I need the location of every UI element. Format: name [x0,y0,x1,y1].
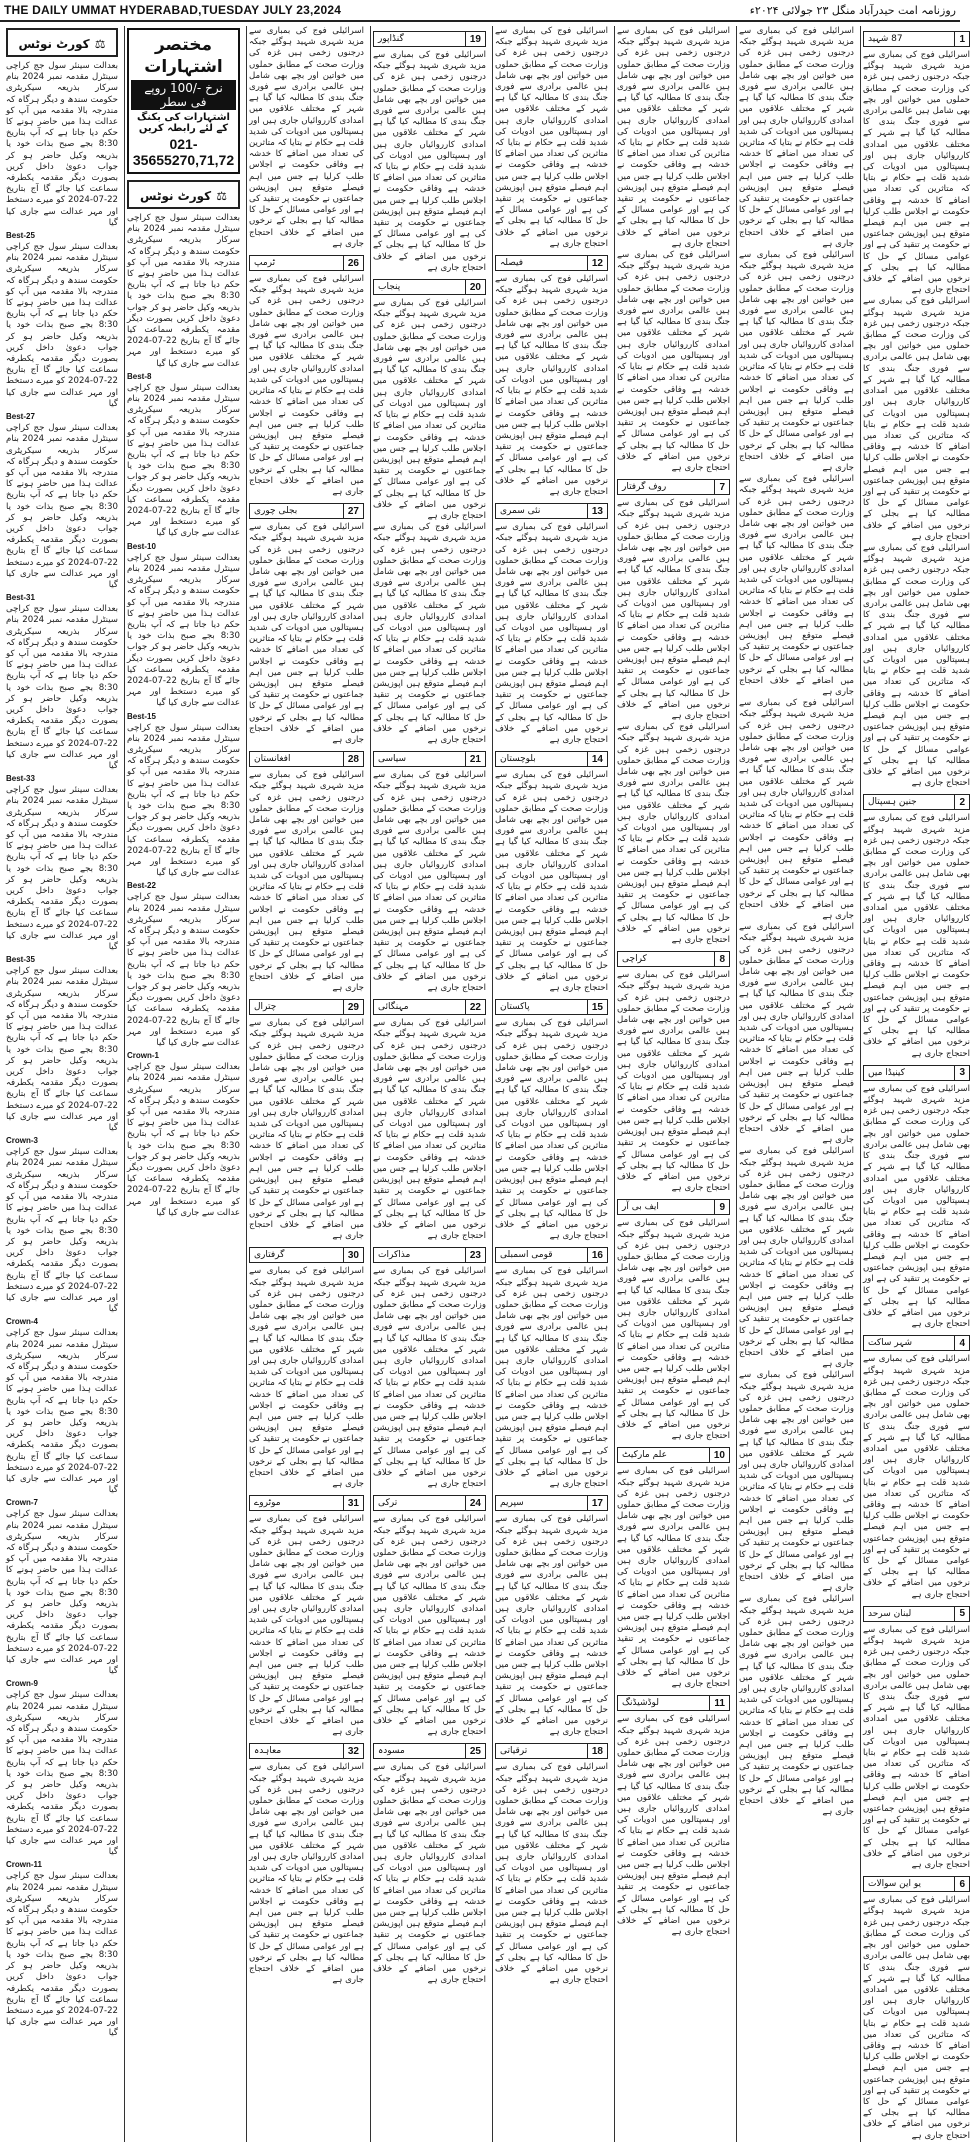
continuation-number: 32 [343,1744,363,1758]
tag: Best-25 [6,231,35,241]
news-text: اسرائیلی فوج کی بمباری سے مزید شہری شہید ہوگئے جبکہ درجنوں زخمی ہیں غزہ کی وزارت صحت کے مطابق حملوں میں خواتین اور بچے بھی شامل ہیں عالمی برادری سے فوری جنگ بندی کا مطالبہ کیا گیا ہے شہر کے مختلف علاقوں میں امدادی کارروائیاں جاری ہیں اور ہسپتالوں میں ادویات کی شدید قلت ہے حکام نے بتایا کہ متاثرین کی تعداد میں اضافے کا خدشہ ہے وفاقی حکومت نے اجلاس طلب کرلیا ہے جس میں اہم فیصلے متوقع ہیں اپوزیشن جماعتوں نے حکومت پر تنقید کی ہے اور عوامی مسائل کے حل کا مطالبہ کیا ہے بجلی کے نرخوں میں اضافے کے خلاف احتجاج جاری ہے [617,26,730,249]
news-text: اسرائیلی فوج کی بمباری سے مزید شہری شہید ہوگئے جبکہ درجنوں زخمی ہیں غزہ کی وزارت صحت کے مطابق حملوں میں خواتین اور بچے بھی شامل ہیں عالمی برادری سے فوری جنگ بندی کا مطالبہ کیا گیا ہے شہر کے مختلف علاقوں میں امدادی کارروائیاں جاری ہیں اور ہسپتالوں میں ادویات کی شدید قلت ہے حکام نے بتایا کہ متاثرین کی تعداد میں اضافے کا خدشہ ہے وفاقی حکومت نے اجلاس طلب کرلیا ہے جس میں اہم فیصلے متوقع ہیں اپوزیشن جماعتوں نے حکومت پر تنقید کی ہے اور عوامی مسائل کے حل کا مطالبہ کیا ہے بجلی کے نرخوں میں اضافے کے خلاف احتجاج جاری ہے [739,1370,854,1594]
court-notice-text: بعدالت سینئر سول جج کراچی سینٹرل مقدمہ نمبر 2024 بنام سرکار بذریعہ سیکریٹری حکومت سندھ و دیگر ہرگاہ کہ مندرجہ بالا مقدمہ میں آپ کو عدالت ہذا میں حاضر ہونے کا حکم دیا جاتا ہے کہ آپ بتاریخ 8:30 بجے صبح بذات خود یا بذریعہ وکیل حاضر ہو کر جواب دعویٰ داخل کریں بصورت دیگر مقدمہ یکطرفہ سماعت کیا جائے گا آج بتاریخ 22-07-2024 کو میرے دستخط اور مہر عدالت سے جاری کیا گیا [127,722,240,879]
news-text: اسرائیلی فوج کی بمباری سے مزید شہری شہید ہوگئے جبکہ درجنوں زخمی ہیں غزہ کی وزارت صحت کے مطابق حملوں میں خواتین اور بچے بھی شامل ہیں عالمی برادری سے فوری جنگ بندی کا مطالبہ کیا گیا ہے شہر کے مختلف علاقوں میں امدادی کارروائیاں جاری ہیں اور ہسپتالوں میں ادویات کی شدید قلت ہے حکام نے بتایا کہ متاثرین کی تعداد میں اضافے کا خدشہ ہے وفاقی حکومت نے اجلاس طلب کرلیا ہے جس میں اہم فیصلے متوقع ہیں اپوزیشن جماعتوں نے حکومت پر تنقید کی ہے اور عوامی مسائل کے حل کا مطالبہ کیا ہے بجلی کے نرخوں میں اضافے کے خلاف احتجاج جاری ہے [249,274,364,497]
continuation-header [373,999,486,1015]
news-text: اسرائیلی فوج کی بمباری سے مزید شہری شہید ہوگئے جبکہ درجنوں زخمی ہیں غزہ کی وزارت صحت کے مطابق حملوں میں خواتین اور بچے بھی شامل ہیں عالمی برادری سے فوری جنگ بندی کا مطالبہ کیا گیا ہے شہر کے مختلف علاقوں میں امدادی کارروائیاں جاری ہیں اور ہسپتالوں میں ادویات کی شدید قلت ہے حکام نے بتایا کہ متاثرین کی تعداد میں اضافے کا خدشہ ہے وفاقی حکومت نے اجلاس طلب کرلیا ہے جس میں اہم فیصلے متوقع ہیں اپوزیشن جماعتوں نے حکومت پر تنقید کی ہے اور عوامی مسائل کے حل کا مطالبہ کیا ہے بجلی کے نرخوں میں اضافے کے خلاف احتجاج جاری ہے [249,26,364,249]
continuation-title: ترقیاتی [500,1746,528,1757]
news-text: اسرائیلی فوج کی بمباری سے مزید شہری شہید ہوگئے جبکہ درجنوں زخمی ہیں غزہ کی وزارت صحت کے مطابق حملوں میں خواتین اور بچے بھی شامل ہیں عالمی برادری سے فوری جنگ بندی کا مطالبہ کیا گیا ہے شہر کے مختلف علاقوں میں امدادی کارروائیاں جاری ہیں اور ہسپتالوں میں ادویات کی شدید قلت ہے حکام نے بتایا کہ متاثرین کی تعداد میں اضافے کا خدشہ ہے وفاقی حکومت نے اجلاس طلب کرلیا ہے جس میں اہم فیصلے متوقع ہیں اپوزیشن جماعتوں نے حکومت پر تنقید کی ہے اور عوامی مسائل کے حل کا مطالبہ کیا ہے بجلی کے نرخوں میں اضافے کے خلاف احتجاج جاری ہے [863,1895,970,2141]
news-text: اسرائیلی فوج کی بمباری سے مزید شہری شہید ہوگئے جبکہ درجنوں زخمی ہیں غزہ کی وزارت صحت کے مطابق حملوں میں خواتین اور بچے بھی شامل ہیں عالمی برادری سے فوری جنگ بندی کا مطالبہ کیا گیا ہے شہر کے مختلف علاقوں میں امدادی کارروائیاں جاری ہیں اور ہسپتالوں میں ادویات کی شدید قلت ہے حکام نے بتایا کہ متاثرین کی تعداد میں اضافے کا خدشہ ہے وفاقی حکومت نے اجلاس طلب کرلیا ہے جس میں اہم فیصلے متوقع ہیں اپوزیشن جماعتوں نے حکومت پر تنقید کی ہے اور عوامی مسائل کے حل کا مطالبہ کیا ہے بجلی کے نرخوں میں اضافے کے خلاف احتجاج جاری ہے [863,296,970,542]
news-text: اسرائیلی فوج کی بمباری سے مزید شہری شہید ہوگئے جبکہ درجنوں زخمی ہیں غزہ کی وزارت صحت کے مطابق حملوں میں خواتین اور بچے بھی شامل ہیں عالمی برادری سے فوری جنگ بندی کا مطالبہ کیا گیا ہے شہر کے مختلف علاقوں میں امدادی کارروائیاں جاری ہیں اور ہسپتالوں میں ادویات کی شدید قلت ہے حکام نے بتایا کہ متاثرین کی تعداد میں اضافے کا خدشہ ہے وفاقی حکومت نے اجلاس طلب کرلیا ہے جس میں اہم فیصلے متوقع ہیں اپوزیشن جماعتوں نے حکومت پر تنقید کی ہے اور عوامی مسائل کے حل کا مطالبہ کیا ہے بجلی کے نرخوں میں اضافے کے خلاف احتجاج جاری ہے [617,1218,730,1442]
tag: Best-15 [127,711,156,721]
court-notice-text: بعدالت سینئر سول جج کراچی سینٹرل مقدمہ نمبر 2024 بنام سرکار بذریعہ سیکریٹری حکومت سندھ و دیگر ہرگاہ کہ مندرجہ بالا مقدمہ میں آپ کو عدالت ہذا میں حاضر ہونے کا حکم دیا جاتا ہے کہ آپ بتاریخ 8:30 بجے صبح بذات خود یا بذریعہ وکیل حاضر ہو کر جواب دعویٰ داخل کریں بصورت دیگر مقدمہ یکطرفہ سماعت کیا جائے گا آج بتاریخ 22-07-2024 کو میرے دستخط اور مہر عدالت سے جاری کیا گیا [5,242,118,409]
continuation-header [495,1247,608,1263]
masthead [0,0,960,22]
continuation-title: یو این سوالات [868,1879,922,1890]
continuation-header [495,1743,608,1759]
news-text: اسرائیلی فوج کی بمباری سے مزید شہری شہید ہوگئے جبکہ درجنوں زخمی ہیں غزہ کی وزارت صحت کے مطابق حملوں میں خواتین اور بچے بھی شامل ہیں عالمی برادری سے فوری جنگ بندی کا مطالبہ کیا گیا ہے شہر کے مختلف علاقوں میں امدادی کارروائیاں جاری ہیں اور ہسپتالوں میں ادویات کی شدید قلت ہے حکام نے بتایا کہ متاثرین کی تعداد میں اضافے کا خدشہ ہے وفاقی حکومت نے اجلاس طلب کرلیا ہے جس میں اہم فیصلے متوقع ہیں اپوزیشن جماعتوں نے حکومت پر تنقید کی ہے اور عوامی مسائل کے حل کا مطالبہ کیا ہے بجلی کے نرخوں میں اضافے کے خلاف احتجاج جاری ہے [373,298,486,521]
continuation-header [617,1199,730,1215]
news-column-12-18 [492,26,610,2142]
news-text: اسرائیلی فوج کی بمباری سے مزید شہری شہید ہوگئے جبکہ درجنوں زخمی ہیں غزہ کی وزارت صحت کے مطابق حملوں میں خواتین اور بچے بھی شامل ہیں عالمی برادری سے فوری جنگ بندی کا مطالبہ کیا گیا ہے شہر کے مختلف علاقوں میں امدادی کارروائیاں جاری ہیں اور ہسپتالوں میں ادویات کی شدید قلت ہے حکام نے بتایا کہ متاثرین کی تعداد میں اضافے کا خدشہ ہے وفاقی حکومت نے اجلاس طلب کرلیا ہے جس میں اہم فیصلے متوقع ہیں اپوزیشن جماعتوں نے حکومت پر تنقید کی ہے اور عوامی مسائل کے حل کا مطالبہ کیا ہے بجلی کے نرخوں میں اضافے کے خلاف احتجاج جاری ہے [249,1266,364,1490]
news-text: اسرائیلی فوج کی بمباری سے مزید شہری شہید ہوگئے جبکہ درجنوں زخمی ہیں غزہ کی وزارت صحت کے مطابق حملوں میں خواتین اور بچے بھی شامل ہیں عالمی برادری سے فوری جنگ بندی کا مطالبہ کیا گیا ہے شہر کے مختلف علاقوں میں امدادی کارروائیاں جاری ہیں اور ہسپتالوں میں ادویات کی شدید قلت ہے حکام نے بتایا کہ متاثرین کی تعداد میں اضافے کا خدشہ ہے وفاقی حکومت نے اجلاس طلب کرلیا ہے جس میں اہم فیصلے متوقع ہیں اپوزیشن جماعتوں نے حکومت پر تنقید کی ہے اور عوامی مسائل کے حل کا مطالبہ کیا ہے بجلی کے نرخوں میں اضافے کے خلاف احتجاج جاری ہے [739,698,854,922]
court-notice-text: بعدالت سینئر سول جج کراچی سینٹرل مقدمہ نمبر 2024 بنام سرکار بذریعہ سیکریٹری حکومت سندھ و دیگر ہرگاہ کہ مندرجہ بالا مقدمہ میں آپ کو عدالت ہذا میں حاضر ہونے کا حکم دیا جاتا ہے کہ آپ بتاریخ 8:30 بجے صبح بذات خود یا بذریعہ وکیل حاضر ہو کر جواب دعویٰ داخل کریں بصورت دیگر مقدمہ یکطرفہ سماعت کیا جائے گا آج بتاریخ 22-07-2024 کو میرے دستخط اور مہر عدالت سے جاری کیا گیا [5,1328,118,1496]
court-notice-header [127,180,240,209]
news-text: اسرائیلی فوج کی بمباری سے مزید شہری شہید ہوگئے جبکہ درجنوں زخمی ہیں غزہ کی وزارت صحت کے مطابق حملوں میں خواتین اور بچے بھی شامل ہیں عالمی برادری سے فوری جنگ بندی کا مطالبہ کیا گیا ہے شہر کے مختلف علاقوں میں امدادی کارروائیاں جاری ہیں اور ہسپتالوں میں ادویات کی شدید قلت ہے حکام نے بتایا کہ متاثرین کی تعداد میں اضافے کا خدشہ ہے وفاقی حکومت نے اجلاس طلب کرلیا ہے جس میں اہم فیصلے متوقع ہیں اپوزیشن جماعتوں نے حکومت پر تنقید کی ہے اور عوامی مسائل کے حل کا مطالبہ کیا ہے بجلی کے نرخوں میں اضافے کے خلاف احتجاج جاری ہے [249,1514,364,1738]
continuation-number: 15 [587,1000,607,1014]
continuation-title: 87 شہید [868,34,903,44]
continuation-header [495,999,608,1015]
continuation-header [249,1743,364,1759]
news-text: اسرائیلی فوج کی بمباری سے مزید شہری شہید ہوگئے جبکہ درجنوں زخمی ہیں غزہ کی وزارت صحت کے مطابق حملوں میں خواتین اور بچے بھی شامل ہیں عالمی برادری سے فوری جنگ بندی کا مطالبہ کیا گیا ہے شہر کے مختلف علاقوں میں امدادی کارروائیاں جاری ہیں اور ہسپتالوں میں ادویات کی شدید قلت ہے حکام نے بتایا کہ متاثرین کی تعداد میں اضافے کا خدشہ ہے وفاقی حکومت نے اجلاس طلب کرلیا ہے جس میں اہم فیصلے متوقع ہیں اپوزیشن جماعتوں نے حکومت پر تنقید کی ہے اور عوامی مسائل کے حل کا مطالبہ کیا ہے بجلی کے نرخوں میں اضافے کے خلاف احتجاج جاری ہے [495,26,608,249]
news-column-19-25 [370,26,488,2142]
continuation-header [373,1495,486,1511]
ad-title: مختصر اشتہارات [144,35,223,77]
continuation-title: قومی اسمبلی [500,1250,553,1261]
news-text: اسرائیلی فوج کی بمباری سے مزید شہری شہید ہوگئے جبکہ درجنوں زخمی ہیں غزہ کی وزارت صحت کے مطابق حملوں میں خواتین اور بچے بھی شامل ہیں عالمی برادری سے فوری جنگ بندی کا مطالبہ کیا گیا ہے شہر کے مختلف علاقوں میں امدادی کارروائیاں جاری ہیں اور ہسپتالوں میں ادویات کی شدید قلت ہے حکام نے بتایا کہ متاثرین کی تعداد میں اضافے کا خدشہ ہے وفاقی حکومت نے اجلاس طلب کرلیا ہے جس میں اہم فیصلے متوقع ہیں اپوزیشن جماعتوں نے حکومت پر تنقید کی ہے اور عوامی مسائل کے حل کا مطالبہ کیا ہے بجلی کے نرخوں میں اضافے کے خلاف احتجاج جاری ہے [739,1594,854,1818]
court-notice-text: بعدالت سینئر سول جج کراچی سینٹرل مقدمہ نمبر 2024 بنام سرکار بذریعہ سیکریٹری حکومت سندھ و دیگر ہرگاہ کہ مندرجہ بالا مقدمہ میں آپ کو عدالت ہذا میں حاضر ہونے کا حکم دیا جاتا ہے کہ آپ بتاریخ 8:30 بجے صبح بذات خود یا بذریعہ وکیل حاضر ہو کر جواب دعویٰ داخل کریں بصورت دیگر مقدمہ یکطرفہ سماعت کیا جائے گا آج بتاریخ 22-07-2024 کو میرے دستخط اور مہر عدالت سے جاری کیا گیا [5,785,118,953]
continuation-header [495,503,608,519]
continuation-header [617,1695,730,1711]
news-text: اسرائیلی فوج کی بمباری سے مزید شہری شہید ہوگئے جبکہ درجنوں زخمی ہیں غزہ کی وزارت صحت کے مطابق حملوں میں خواتین اور بچے بھی شامل ہیں عالمی برادری سے فوری جنگ بندی کا مطالبہ کیا گیا ہے شہر کے مختلف علاقوں میں امدادی کارروائیاں جاری ہیں اور ہسپتالوں میں ادویات کی شدید قلت ہے حکام نے بتایا کہ متاثرین کی تعداد میں اضافے کا خدشہ ہے وفاقی حکومت نے اجلاس طلب کرلیا ہے جس میں اہم فیصلے متوقع ہیں اپوزیشن جماعتوں نے حکومت پر تنقید کی ہے اور عوامی مسائل کے حل کا مطالبہ کیا ہے بجلی کے نرخوں میں اضافے کے خلاف احتجاج جاری ہے [373,522,486,745]
continuation-header [617,1447,730,1463]
news-text: اسرائیلی فوج کی بمباری سے مزید شہری شہید ہوگئے جبکہ درجنوں زخمی ہیں غزہ کی وزارت صحت کے مطابق حملوں میں خواتین اور بچے بھی شامل ہیں عالمی برادری سے فوری جنگ بندی کا مطالبہ کیا گیا ہے شہر کے مختلف علاقوں میں امدادی کارروائیاں جاری ہیں اور ہسپتالوں میں ادویات کی شدید قلت ہے حکام نے بتایا کہ متاثرین کی تعداد میں اضافے کا خدشہ ہے وفاقی حکومت نے اجلاس طلب کرلیا ہے جس میں اہم فیصلے متوقع ہیں اپوزیشن جماعتوں نے حکومت پر تنقید کی ہے اور عوامی مسائل کے حل کا مطالبہ کیا ہے بجلی کے نرخوں میں اضافے کے خلاف احتجاج جاری ہے [495,1266,608,1490]
news-text: اسرائیلی فوج کی بمباری سے مزید شہری شہید ہوگئے جبکہ درجنوں زخمی ہیں غزہ کی وزارت صحت کے مطابق حملوں میں خواتین اور بچے بھی شامل ہیں عالمی برادری سے فوری جنگ بندی کا مطالبہ کیا گیا ہے شہر کے مختلف علاقوں میں امدادی کارروائیاں جاری ہیں اور ہسپتالوں میں ادویات کی شدید قلت ہے حکام نے بتایا کہ متاثرین کی تعداد میں اضافے کا خدشہ ہے وفاقی حکومت نے اجلاس طلب کرلیا ہے جس میں اہم فیصلے متوقع ہیں اپوزیشن جماعتوں نے حکومت پر تنقید کی ہے اور عوامی مسائل کے حل کا مطالبہ کیا ہے بجلی کے نرخوں میں اضافے کے خلاف احتجاج جاری ہے [495,770,608,994]
continuation-header [617,479,730,495]
news-text: اسرائیلی فوج کی بمباری سے مزید شہری شہید ہوگئے جبکہ درجنوں زخمی ہیں غزہ کی وزارت صحت کے مطابق حملوں میں خواتین اور بچے بھی شامل ہیں عالمی برادری سے فوری جنگ بندی کا مطالبہ کیا گیا ہے شہر کے مختلف علاقوں میں امدادی کارروائیاں جاری ہیں اور ہسپتالوں میں ادویات کی شدید قلت ہے حکام نے بتایا کہ متاثرین کی تعداد میں اضافے کا خدشہ ہے وفاقی حکومت نے اجلاس طلب کرلیا ہے جس میں اہم فیصلے متوقع ہیں اپوزیشن جماعتوں نے حکومت پر تنقید کی ہے اور عوامی مسائل کے حل کا مطالبہ کیا ہے بجلی کے نرخوں میں اضافے کے خلاف احتجاج جاری ہے [617,1714,730,1938]
tag: Best-8 [127,371,152,381]
court-notice-text: بعدالت سینئر سول جج کراچی سینٹرل مقدمہ نمبر 2024 بنام سرکار بذریعہ سیکریٹری حکومت سندھ و دیگر ہرگاہ کہ مندرجہ بالا مقدمہ میں آپ کو عدالت ہذا میں حاضر ہونے کا حکم دیا جاتا ہے کہ آپ بتاریخ 8:30 بجے صبح بذات خود یا بذریعہ وکیل حاضر ہو کر جواب دعویٰ داخل کریں بصورت دیگر مقدمہ یکطرفہ سماعت کیا جائے گا آج بتاریخ 22-07-2024 کو میرے دستخط اور مہر عدالت سے جاری کیا گیا [127,382,240,539]
continuation-title: مسودہ [378,1746,405,1757]
court-notice-text: بعدالت سینئر سول جج کراچی سینٹرل مقدمہ نمبر 2024 بنام سرکار بذریعہ سیکریٹری حکومت سندھ و دیگر ہرگاہ کہ مندرجہ بالا مقدمہ میں آپ کو عدالت ہذا میں حاضر ہونے کا حکم دیا جاتا ہے کہ آپ بتاریخ 8:30 بجے صبح بذات خود یا بذریعہ وکیل حاضر ہو کر جواب دعویٰ داخل کریں بصورت دیگر مقدمہ یکطرفہ سماعت کیا جائے گا آج بتاریخ 22-07-2024 کو میرے دستخط اور مہر عدالت سے جاری کیا گیا [5,604,118,771]
news-text: اسرائیلی فوج کی بمباری سے مزید شہری شہید ہوگئے جبکہ درجنوں زخمی ہیں غزہ کی وزارت صحت کے مطابق حملوں میں خواتین اور بچے بھی شامل ہیں عالمی برادری سے فوری جنگ بندی کا مطالبہ کیا گیا ہے شہر کے مختلف علاقوں میں امدادی کارروائیاں جاری ہیں اور ہسپتالوں میں ادویات کی شدید قلت ہے حکام نے بتایا کہ متاثرین کی تعداد میں اضافے کا خدشہ ہے وفاقی حکومت نے اجلاس طلب کرلیا ہے جس میں اہم فیصلے متوقع ہیں اپوزیشن جماعتوں نے حکومت پر تنقید کی ہے اور عوامی مسائل کے حل کا مطالبہ کیا ہے بجلی کے نرخوں میں اضافے کے خلاف احتجاج جاری ہے [863,50,970,296]
continuation-title: ٹرمپ [254,258,276,269]
ad-booking-line: اشتہارات کی بکنگ کے لئے رابطہ کریں [137,112,230,134]
news-text: اسرائیلی فوج کی بمباری سے مزید شہری شہید ہوگئے جبکہ درجنوں زخمی ہیں غزہ کی وزارت صحت کے مطابق حملوں میں خواتین اور بچے بھی شامل ہیں عالمی برادری سے فوری جنگ بندی کا مطالبہ کیا گیا ہے شہر کے مختلف علاقوں میں امدادی کارروائیاں جاری ہیں اور ہسپتالوں میں ادویات کی شدید قلت ہے حکام نے بتایا کہ متاثرین کی تعداد میں اضافے کا خدشہ ہے وفاقی حکومت نے اجلاس طلب کرلیا ہے جس میں اہم فیصلے متوقع ہیں اپوزیشن جماعتوں نے حکومت پر تنقید کی ہے اور عوامی مسائل کے حل کا مطالبہ کیا ہے بجلی کے نرخوں میں اضافے کے خلاف احتجاج جاری ہے [495,522,608,745]
continuation-title: نئی سمری [500,506,541,517]
continuation-number: 27 [343,504,363,518]
continuation-title: پاکستان [500,1002,530,1013]
continuation-title: گرفتاری [254,1250,285,1261]
court-notice-text: بعدالت سینئر سول جج کراچی سینٹرل مقدمہ نمبر 2024 بنام سرکار بذریعہ سیکریٹری حکومت سندھ و دیگر ہرگاہ کہ مندرجہ بالا مقدمہ میں آپ کو عدالت ہذا میں حاضر ہونے کا حکم دیا جاتا ہے کہ آپ بتاریخ 8:30 بجے صبح بذات خود یا بذریعہ وکیل حاضر ہو کر جواب دعویٰ داخل کریں بصورت دیگر مقدمہ یکطرفہ سماعت کیا جائے گا آج بتاریخ 22-07-2024 کو میرے دستخط اور مہر عدالت سے جاری کیا گیا [5,61,118,228]
continuation-number: 7 [714,480,729,494]
court-notice-header [6,28,118,57]
gavel-icon: ⚖ [216,189,227,203]
continuation-header [373,279,486,295]
ad-phone: 021-35655270,71,72 [132,136,235,168]
news-text: اسرائیلی فوج کی بمباری سے مزید شہری شہید ہوگئے جبکہ درجنوں زخمی ہیں غزہ کی وزارت صحت کے مطابق حملوں میں خواتین اور بچے بھی شامل ہیں عالمی برادری سے فوری جنگ بندی کا مطالبہ کیا گیا ہے شہر کے مختلف علاقوں میں امدادی کارروائیاں جاری ہیں اور ہسپتالوں میں ادویات کی شدید قلت ہے حکام نے بتایا کہ متاثرین کی تعداد میں اضافے کا خدشہ ہے وفاقی حکومت نے اجلاس طلب کرلیا ہے جس میں اہم فیصلے متوقع ہیں اپوزیشن جماعتوں نے حکومت پر تنقید کی ہے اور عوامی مسائل کے حل کا مطالبہ کیا ہے بجلی کے نرخوں میں اضافے کے خلاف احتجاج جاری ہے [249,1018,364,1242]
news-text: اسرائیلی فوج کی بمباری سے مزید شہری شہید ہوگئے جبکہ درجنوں زخمی ہیں غزہ کی وزارت صحت کے مطابق حملوں میں خواتین اور بچے بھی شامل ہیں عالمی برادری سے فوری جنگ بندی کا مطالبہ کیا گیا ہے شہر کے مختلف علاقوں میں امدادی کارروائیاں جاری ہیں اور ہسپتالوں میں ادویات کی شدید قلت ہے حکام نے بتایا کہ متاثرین کی تعداد میں اضافے کا خدشہ ہے وفاقی حکومت نے اجلاس طلب کرلیا ہے جس میں اہم فیصلے متوقع ہیں اپوزیشن جماعتوں نے حکومت پر تنقید کی ہے اور عوامی مسائل کے حل کا مطالبہ کیا ہے بجلی کے نرخوں میں اضافے کے خلاف احتجاج جاری ہے [617,970,730,1194]
news-column-7-11 [614,26,732,2142]
continuation-header [863,1606,970,1622]
continuation-title: کراچی [622,954,647,965]
continuation-number: 24 [465,1496,485,1510]
continuation-title: جنین ہسپتال [868,797,917,808]
news-text: اسرائیلی فوج کی بمباری سے مزید شہری شہید ہوگئے جبکہ درجنوں زخمی ہیں غزہ کی وزارت صحت کے مطابق حملوں میں خواتین اور بچے بھی شامل ہیں عالمی برادری سے فوری جنگ بندی کا مطالبہ کیا گیا ہے شہر کے مختلف علاقوں میں امدادی کارروائیاں جاری ہیں اور ہسپتالوں میں ادویات کی شدید قلت ہے حکام نے بتایا کہ متاثرین کی تعداد میں اضافے کا خدشہ ہے وفاقی حکومت نے اجلاس طلب کرلیا ہے جس میں اہم فیصلے متوقع ہیں اپوزیشن جماعتوں نے حکومت پر تنقید کی ہے اور عوامی مسائل کے حل کا مطالبہ کیا ہے بجلی کے نرخوں میں اضافے کے خلاف احتجاج جاری ہے [617,250,730,473]
news-text: اسرائیلی فوج کی بمباری سے مزید شہری شہید ہوگئے جبکہ درجنوں زخمی ہیں غزہ کی وزارت صحت کے مطابق حملوں میں خواتین اور بچے بھی شامل ہیں عالمی برادری سے فوری جنگ بندی کا مطالبہ کیا گیا ہے شہر کے مختلف علاقوں میں امدادی کارروائیاں جاری ہیں اور ہسپتالوں میں ادویات کی شدید قلت ہے حکام نے بتایا کہ متاثرین کی تعداد میں اضافے کا خدشہ ہے وفاقی حکومت نے اجلاس طلب کرلیا ہے جس میں اہم فیصلے متوقع ہیں اپوزیشن جماعتوں نے حکومت پر تنقید کی ہے اور عوامی مسائل کے حل کا مطالبہ کیا ہے بجلی کے نرخوں میں اضافے کے خلاف احتجاج جاری ہے [863,813,970,1059]
tag: Best-35 [6,955,35,965]
continuation-header [863,1065,970,1081]
continuation-header [249,503,364,519]
news-text: اسرائیلی فوج کی بمباری سے مزید شہری شہید ہوگئے جبکہ درجنوں زخمی ہیں غزہ کی وزارت صحت کے مطابق حملوں میں خواتین اور بچے بھی شامل ہیں عالمی برادری سے فوری جنگ بندی کا مطالبہ کیا گیا ہے شہر کے مختلف علاقوں میں امدادی کارروائیاں جاری ہیں اور ہسپتالوں میں ادویات کی شدید قلت ہے حکام نے بتایا کہ متاثرین کی تعداد میں اضافے کا خدشہ ہے وفاقی حکومت نے اجلاس طلب کرلیا ہے جس میں اہم فیصلے متوقع ہیں اپوزیشن جماعتوں نے حکومت پر تنقید کی ہے اور عوامی مسائل کے حل کا مطالبہ کیا ہے بجلی کے نرخوں میں اضافے کے خلاف احتجاج جاری ہے [373,1762,486,1986]
tag: Best-33 [6,774,35,784]
continuation-number: 28 [343,752,363,766]
tag: Crown-1 [127,1051,159,1061]
court-notice-text: بعدالت سینئر سول جج کراچی سینٹرل مقدمہ نمبر 2024 بنام سرکار بذریعہ سیکریٹری حکومت سندھ و دیگر ہرگاہ کہ مندرجہ بالا مقدمہ میں آپ کو عدالت ہذا میں حاضر ہونے کا حکم دیا جاتا ہے کہ آپ بتاریخ 8:30 بجے صبح بذات خود یا بذریعہ وکیل حاضر ہو کر جواب دعویٰ داخل کریں بصورت دیگر مقدمہ یکطرفہ سماعت کیا جائے گا آج بتاریخ 22-07-2024 کو میرے دستخط اور مہر عدالت سے جاری کیا گیا [5,1871,118,2039]
continuation-title: شہر ساکت [868,1338,913,1349]
news-text: اسرائیلی فوج کی بمباری سے مزید شہری شہید ہوگئے جبکہ درجنوں زخمی ہیں غزہ کی وزارت صحت کے مطابق حملوں میں خواتین اور بچے بھی شامل ہیں عالمی برادری سے فوری جنگ بندی کا مطالبہ کیا گیا ہے شہر کے مختلف علاقوں میں امدادی کارروائیاں جاری ہیں اور ہسپتالوں میں ادویات کی شدید قلت ہے حکام نے بتایا کہ متاثرین کی تعداد میں اضافے کا خدشہ ہے وفاقی حکومت نے اجلاس طلب کرلیا ہے جس میں اہم فیصلے متوقع ہیں اپوزیشن جماعتوں نے حکومت پر تنقید کی ہے اور عوامی مسائل کے حل کا مطالبہ کیا ہے بجلی کے نرخوں میں اضافے کے خلاف احتجاج جاری ہے [863,542,970,789]
continuation-number: 2 [954,795,969,809]
news-text: اسرائیلی فوج کی بمباری سے مزید شہری شہید ہوگئے جبکہ درجنوں زخمی ہیں غزہ کی وزارت صحت کے مطابق حملوں میں خواتین اور بچے بھی شامل ہیں عالمی برادری سے فوری جنگ بندی کا مطالبہ کیا گیا ہے شہر کے مختلف علاقوں میں امدادی کارروائیاں جاری ہیں اور ہسپتالوں میں ادویات کی شدید قلت ہے حکام نے بتایا کہ متاثرین کی تعداد میں اضافے کا خدشہ ہے وفاقی حکومت نے اجلاس طلب کرلیا ہے جس میں اہم فیصلے متوقع ہیں اپوزیشن جماعتوں نے حکومت پر تنقید کی ہے اور عوامی مسائل کے حل کا مطالبہ کیا ہے بجلی کے نرخوں میں اضافے کے خلاف احتجاج جاری ہے [373,1514,486,1738]
masthead-english: THE DAILY UMMAT HYDERABAD,TUESDAY JULY 23,2024 [4,3,342,17]
continuation-title: پنجاب [378,282,401,293]
news-text: اسرائیلی فوج کی بمباری سے مزید شہری شہید ہوگئے جبکہ درجنوں زخمی ہیں غزہ کی وزارت صحت کے مطابق حملوں میں خواتین اور بچے بھی شامل ہیں عالمی برادری سے فوری جنگ بندی کا مطالبہ کیا گیا ہے شہر کے مختلف علاقوں میں امدادی کارروائیاں جاری ہیں اور ہسپتالوں میں ادویات کی شدید قلت ہے حکام نے بتایا کہ متاثرین کی تعداد میں اضافے کا خدشہ ہے وفاقی حکومت نے اجلاس طلب کرلیا ہے جس میں اہم فیصلے متوقع ہیں اپوزیشن جماعتوں نے حکومت پر تنقید کی ہے اور عوامی مسائل کے حل کا مطالبہ کیا ہے بجلی کے نرخوں میں اضافے کے خلاف احتجاج جاری ہے [495,1762,608,1986]
continuation-number: 13 [587,504,607,518]
continuation-header [863,794,970,810]
court-notice-text: بعدالت سینئر سول جج کراچی سینٹرل مقدمہ نمبر 2024 بنام سرکار بذریعہ سیکریٹری حکومت سندھ و دیگر ہرگاہ کہ مندرجہ بالا مقدمہ میں آپ کو عدالت ہذا میں حاضر ہونے کا حکم دیا جاتا ہے کہ آپ بتاریخ 8:30 بجے صبح بذات خود یا بذریعہ وکیل حاضر ہو کر جواب دعویٰ داخل کریں بصورت دیگر مقدمہ یکطرفہ سماعت کیا جائے گا آج بتاریخ 22-07-2024 کو میرے دستخط اور مہر عدالت سے جاری کیا گیا [5,423,118,590]
court-notice-label: کورٹ نوٹس [18,37,90,51]
continuation-number: 30 [343,1248,363,1262]
news-text: اسرائیلی فوج کی بمباری سے مزید شہری شہید ہوگئے جبکہ درجنوں زخمی ہیں غزہ کی وزارت صحت کے مطابق حملوں میں خواتین اور بچے بھی شامل ہیں عالمی برادری سے فوری جنگ بندی کا مطالبہ کیا گیا ہے شہر کے مختلف علاقوں میں امدادی کارروائیاں جاری ہیں اور ہسپتالوں میں ادویات کی شدید قلت ہے حکام نے بتایا کہ متاثرین کی تعداد میں اضافے کا خدشہ ہے وفاقی حکومت نے اجلاس طلب کرلیا ہے جس میں اہم فیصلے متوقع ہیں اپوزیشن جماعتوں نے حکومت پر تنقید کی ہے اور عوامی مسائل کے حل کا مطالبہ کیا ہے بجلی کے نرخوں میں اضافے کے خلاف احتجاج جاری ہے [373,50,486,273]
tag: Best-31 [6,593,35,603]
continuation-title: ترکی [378,1498,398,1509]
continuation-number: 25 [465,1744,485,1758]
tag: Crown-4 [6,1317,38,1327]
news-text: اسرائیلی فوج کی بمباری سے مزید شہری شہید ہوگئے جبکہ درجنوں زخمی ہیں غزہ کی وزارت صحت کے مطابق حملوں میں خواتین اور بچے بھی شامل ہیں عالمی برادری سے فوری جنگ بندی کا مطالبہ کیا گیا ہے شہر کے مختلف علاقوں میں امدادی کارروائیاں جاری ہیں اور ہسپتالوں میں ادویات کی شدید قلت ہے حکام نے بتایا کہ متاثرین کی تعداد میں اضافے کا خدشہ ہے وفاقی حکومت نے اجلاس طلب کرلیا ہے جس میں اہم فیصلے متوقع ہیں اپوزیشن جماعتوں نے حکومت پر تنقید کی ہے اور عوامی مسائل کے حل کا مطالبہ کیا ہے بجلی کے نرخوں میں اضافے کے خلاف احتجاج جاری ہے [617,722,730,946]
court-notice-text: بعدالت سینئر سول جج کراچی سینٹرل مقدمہ نمبر 2024 بنام سرکار بذریعہ سیکریٹری حکومت سندھ و دیگر ہرگاہ کہ مندرجہ بالا مقدمہ میں آپ کو عدالت ہذا میں حاضر ہونے کا حکم دیا جاتا ہے کہ آپ بتاریخ 8:30 بجے صبح بذات خود یا بذریعہ وکیل حاضر ہو کر جواب دعویٰ داخل کریں بصورت دیگر مقدمہ یکطرفہ سماعت کیا جائے گا آج بتاریخ 22-07-2024 کو میرے دستخط اور مہر عدالت سے جاری کیا گیا [5,1509,118,1677]
continuation-header [249,999,364,1015]
news-text: اسرائیلی فوج کی بمباری سے مزید شہری شہید ہوگئے جبکہ درجنوں زخمی ہیں غزہ کی وزارت صحت کے مطابق حملوں میں خواتین اور بچے بھی شامل ہیں عالمی برادری سے فوری جنگ بندی کا مطالبہ کیا گیا ہے شہر کے مختلف علاقوں میں امدادی کارروائیاں جاری ہیں اور ہسپتالوں میں ادویات کی شدید قلت ہے حکام نے بتایا کہ متاثرین کی تعداد میں اضافے کا خدشہ ہے وفاقی حکومت نے اجلاس طلب کرلیا ہے جس میں اہم فیصلے متوقع ہیں اپوزیشن جماعتوں نے حکومت پر تنقید کی ہے اور عوامی مسائل کے حل کا مطالبہ کیا ہے بجلی کے نرخوں میں اضافے کے خلاف احتجاج جاری ہے [373,770,486,994]
continuation-number: 8 [714,952,729,966]
continuation-title: افغانستان [254,754,291,765]
continuation-number: 19 [465,32,485,46]
continuation-header [373,1743,486,1759]
news-column-1-6 [860,26,972,2142]
news-text: اسرائیلی فوج کی بمباری سے مزید شہری شہید ہوگئے جبکہ درجنوں زخمی ہیں غزہ کی وزارت صحت کے مطابق حملوں میں خواتین اور بچے بھی شامل ہیں عالمی برادری سے فوری جنگ بندی کا مطالبہ کیا گیا ہے شہر کے مختلف علاقوں میں امدادی کارروائیاں جاری ہیں اور ہسپتالوں میں ادویات کی شدید قلت ہے حکام نے بتایا کہ متاثرین کی تعداد میں اضافے کا خدشہ ہے وفاقی حکومت نے اجلاس طلب کرلیا ہے جس میں اہم فیصلے متوقع ہیں اپوزیشن جماعتوں نے حکومت پر تنقید کی ہے اور عوامی مسائل کے حل کا مطالبہ کیا ہے بجلی کے نرخوں میں اضافے کے خلاف احتجاج جاری ہے [617,498,730,721]
tag: Crown-9 [6,1679,38,1689]
news-text: اسرائیلی فوج کی بمباری سے مزید شہری شہید ہوگئے جبکہ درجنوں زخمی ہیں غزہ کی وزارت صحت کے مطابق حملوں میں خواتین اور بچے بھی شامل ہیں عالمی برادری سے فوری جنگ بندی کا مطالبہ کیا گیا ہے شہر کے مختلف علاقوں میں امدادی کارروائیاں جاری ہیں اور ہسپتالوں میں ادویات کی شدید قلت ہے حکام نے بتایا کہ متاثرین کی تعداد میں اضافے کا خدشہ ہے وفاقی حکومت نے اجلاس طلب کرلیا ہے جس میں اہم فیصلے متوقع ہیں اپوزیشن جماعتوں نے حکومت پر تنقید کی ہے اور عوامی مسائل کے حل کا مطالبہ کیا ہے بجلی کے نرخوں میں اضافے کے خلاف احتجاج جاری ہے [863,1354,970,1600]
news-text: اسرائیلی فوج کی بمباری سے مزید شہری شہید ہوگئے جبکہ درجنوں زخمی ہیں غزہ کی وزارت صحت کے مطابق حملوں میں خواتین اور بچے بھی شامل ہیں عالمی برادری سے فوری جنگ بندی کا مطالبہ کیا گیا ہے شہر کے مختلف علاقوں میں امدادی کارروائیاں جاری ہیں اور ہسپتالوں میں ادویات کی شدید قلت ہے حکام نے بتایا کہ متاثرین کی تعداد میں اضافے کا خدشہ ہے وفاقی حکومت نے اجلاس طلب کرلیا ہے جس میں اہم فیصلے متوقع ہیں اپوزیشن جماعتوں نے حکومت پر تنقید کی ہے اور عوامی مسائل کے حل کا مطالبہ کیا ہے بجلی کے نرخوں میں اضافے کے خلاف احتجاج جاری ہے [249,1762,364,1986]
tag: Best-27 [6,412,35,422]
continuation-header [863,31,970,47]
continuation-title: مذاکرات [378,1250,411,1261]
court-notice-label: کورٹ نوٹس [139,189,212,203]
court-notice-text: بعدالت سینئر سول جج کراچی سینٹرل مقدمہ نمبر 2024 بنام سرکار بذریعہ سیکریٹری حکومت سندھ و دیگر ہرگاہ کہ مندرجہ بالا مقدمہ میں آپ کو عدالت ہذا میں حاضر ہونے کا حکم دیا جاتا ہے کہ آپ بتاریخ 8:30 بجے صبح بذات خود یا بذریعہ وکیل حاضر ہو کر جواب دعویٰ داخل کریں بصورت دیگر مقدمہ یکطرفہ سماعت کیا جائے گا آج بتاریخ 22-07-2024 کو میرے دستخط اور مہر عدالت سے جاری کیا گیا [127,1062,240,1218]
continuation-title: مہنگائی [378,1002,409,1013]
court-notice-text: بعدالت سینئر سول جج کراچی سینٹرل مقدمہ نمبر 2024 بنام سرکار بذریعہ سیکریٹری حکومت سندھ و دیگر ہرگاہ کہ مندرجہ بالا مقدمہ میں آپ کو عدالت ہذا میں حاضر ہونے کا حکم دیا جاتا ہے کہ آپ بتاریخ 8:30 بجے صبح بذات خود یا بذریعہ وکیل حاضر ہو کر جواب دعویٰ داخل کریں بصورت دیگر مقدمہ یکطرفہ سماعت کیا جائے گا آج بتاریخ 22-07-2024 کو میرے دستخط اور مہر عدالت سے جاری کیا گیا [127,213,240,369]
court-notice-text: بعدالت سینئر سول جج کراچی سینٹرل مقدمہ نمبر 2024 بنام سرکار بذریعہ سیکریٹری حکومت سندھ و دیگر ہرگاہ کہ مندرجہ بالا مقدمہ میں آپ کو عدالت ہذا میں حاضر ہونے کا حکم دیا جاتا ہے کہ آپ بتاریخ 8:30 بجے صبح بذات خود یا بذریعہ وکیل حاضر ہو کر جواب دعویٰ داخل کریں بصورت دیگر مقدمہ یکطرفہ سماعت کیا جائے گا آج بتاریخ 22-07-2024 کو میرے دستخط اور مہر عدالت سے جاری کیا گیا [5,1690,118,1858]
court-notices-column-1 [4,26,120,2142]
news-text: اسرائیلی فوج کی بمباری سے مزید شہری شہید ہوگئے جبکہ درجنوں زخمی ہیں غزہ کی وزارت صحت کے مطابق حملوں میں خواتین اور بچے بھی شامل ہیں عالمی برادری سے فوری جنگ بندی کا مطالبہ کیا گیا ہے شہر کے مختلف علاقوں میں امدادی کارروائیاں جاری ہیں اور ہسپتالوں میں ادویات کی شدید قلت ہے حکام نے بتایا کہ متاثرین کی تعداد میں اضافے کا خدشہ ہے وفاقی حکومت نے اجلاس طلب کرلیا ہے جس میں اہم فیصلے متوقع ہیں اپوزیشن جماعتوں نے حکومت پر تنقید کی ہے اور عوامی مسائل کے حل کا مطالبہ کیا ہے بجلی کے نرخوں میں اضافے کے خلاف احتجاج جاری ہے [373,1018,486,1242]
news-text: اسرائیلی فوج کی بمباری سے مزید شہری شہید ہوگئے جبکہ درجنوں زخمی ہیں غزہ کی وزارت صحت کے مطابق حملوں میں خواتین اور بچے بھی شامل ہیں عالمی برادری سے فوری جنگ بندی کا مطالبہ کیا گیا ہے شہر کے مختلف علاقوں میں امدادی کارروائیاں جاری ہیں اور ہسپتالوں میں ادویات کی شدید قلت ہے حکام نے بتایا کہ متاثرین کی تعداد میں اضافے کا خدشہ ہے وفاقی حکومت نے اجلاس طلب کرلیا ہے جس میں اہم فیصلے متوقع ہیں اپوزیشن جماعتوں نے حکومت پر تنقید کی ہے اور عوامی مسائل کے حل کا مطالبہ کیا ہے بجلی کے نرخوں میں اضافے کے خلاف احتجاج جاری ہے [739,922,854,1146]
ad-rate: نرخ -/100 روپے فی سطر [131,80,236,110]
continuation-number: 20 [465,280,485,294]
continuation-number: 10 [709,1448,729,1462]
continuation-number: 23 [465,1248,485,1262]
classified-ad-box [127,28,240,174]
continuation-header [495,1495,608,1511]
continuation-title: موٹروے [254,1498,281,1509]
court-notice-text: بعدالت سینئر سول جج کراچی سینٹرل مقدمہ نمبر 2024 بنام سرکار بذریعہ سیکریٹری حکومت سندھ و دیگر ہرگاہ کہ مندرجہ بالا مقدمہ میں آپ کو عدالت ہذا میں حاضر ہونے کا حکم دیا جاتا ہے کہ آپ بتاریخ 8:30 بجے صبح بذات خود یا بذریعہ وکیل حاضر ہو کر جواب دعویٰ داخل کریں بصورت دیگر مقدمہ یکطرفہ سماعت کیا جائے گا آج بتاریخ 22-07-2024 کو میرے دستخط اور مہر عدالت سے جاری کیا گیا [127,552,240,709]
court-notice-text: بعدالت سینئر سول جج کراچی سینٹرل مقدمہ نمبر 2024 بنام سرکار بذریعہ سیکریٹری حکومت سندھ و دیگر ہرگاہ کہ مندرجہ بالا مقدمہ میں آپ کو عدالت ہذا میں حاضر ہونے کا حکم دیا جاتا ہے کہ آپ بتاریخ 8:30 بجے صبح بذات خود یا بذریعہ وکیل حاضر ہو کر جواب دعویٰ داخل کریں بصورت دیگر مقدمہ یکطرفہ سماعت کیا جائے گا آج بتاریخ 22-07-2024 کو میرے دستخط اور مہر عدالت سے جاری کیا گیا [127,892,240,1049]
continuation-number: 6 [954,1877,969,1891]
continuation-title: گنڈاپور [378,34,404,44]
continuation-title: ایف بی آر [622,1202,659,1213]
tag: Crown-7 [6,1498,38,1508]
news-text: اسرائیلی فوج کی بمباری سے مزید شہری شہید ہوگئے جبکہ درجنوں زخمی ہیں غزہ کی وزارت صحت کے مطابق حملوں میں خواتین اور بچے بھی شامل ہیں عالمی برادری سے فوری جنگ بندی کا مطالبہ کیا گیا ہے شہر کے مختلف علاقوں میں امدادی کارروائیاں جاری ہیں اور ہسپتالوں میں ادویات کی شدید قلت ہے حکام نے بتایا کہ متاثرین کی تعداد میں اضافے کا خدشہ ہے وفاقی حکومت نے اجلاس طلب کرلیا ہے جس میں اہم فیصلے متوقع ہیں اپوزیشن جماعتوں نے حکومت پر تنقید کی ہے اور عوامی مسائل کے حل کا مطالبہ کیا ہے بجلی کے نرخوں میں اضافے کے خلاف احتجاج جاری ہے [863,1083,970,1330]
continuation-number: 12 [587,256,607,270]
continuation-title: لبنان سرحد [868,1608,912,1619]
news-text: اسرائیلی فوج کی بمباری سے مزید شہری شہید ہوگئے جبکہ درجنوں زخمی ہیں غزہ کی وزارت صحت کے مطابق حملوں میں خواتین اور بچے بھی شامل ہیں عالمی برادری سے فوری جنگ بندی کا مطالبہ کیا گیا ہے شہر کے مختلف علاقوں میں امدادی کارروائیاں جاری ہیں اور ہسپتالوں میں ادویات کی شدید قلت ہے حکام نے بتایا کہ متاثرین کی تعداد میں اضافے کا خدشہ ہے وفاقی حکومت نے اجلاس طلب کرلیا ہے جس میں اہم فیصلے متوقع ہیں اپوزیشن جماعتوں نے حکومت پر تنقید کی ہے اور عوامی مسائل کے حل کا مطالبہ کیا ہے بجلی کے نرخوں میں اضافے کے خلاف احتجاج جاری ہے [249,522,364,745]
continuation-number: 26 [343,256,363,270]
news-text: اسرائیلی فوج کی بمباری سے مزید شہری شہید ہوگئے جبکہ درجنوں زخمی ہیں غزہ کی وزارت صحت کے مطابق حملوں میں خواتین اور بچے بھی شامل ہیں عالمی برادری سے فوری جنگ بندی کا مطالبہ کیا گیا ہے شہر کے مختلف علاقوں میں امدادی کارروائیاں جاری ہیں اور ہسپتالوں میں ادویات کی شدید قلت ہے حکام نے بتایا کہ متاثرین کی تعداد میں اضافے کا خدشہ ہے وفاقی حکومت نے اجلاس طلب کرلیا ہے جس میں اہم فیصلے متوقع ہیں اپوزیشن جماعتوں نے حکومت پر تنقید کی ہے اور عوامی مسائل کے حل کا مطالبہ کیا ہے بجلی کے نرخوں میں اضافے کے خلاف احتجاج جاری ہے [373,1266,486,1490]
news-column-text [736,26,856,2142]
continuation-header [249,255,364,271]
continuation-number: 17 [587,1496,607,1510]
continuation-number: 16 [587,1248,607,1262]
continuation-number: 31 [343,1496,363,1510]
news-column-26-32 [246,26,366,2142]
continuation-title: کینیڈا میں [868,1067,905,1078]
continuation-number: 5 [954,1607,969,1621]
news-text: اسرائیلی فوج کی بمباری سے مزید شہری شہید ہوگئے جبکہ درجنوں زخمی ہیں غزہ کی وزارت صحت کے مطابق حملوں میں خواتین اور بچے بھی شامل ہیں عالمی برادری سے فوری جنگ بندی کا مطالبہ کیا گیا ہے شہر کے مختلف علاقوں میں امدادی کارروائیاں جاری ہیں اور ہسپتالوں میں ادویات کی شدید قلت ہے حکام نے بتایا کہ متاثرین کی تعداد میں اضافے کا خدشہ ہے وفاقی حکومت نے اجلاس طلب کرلیا ہے جس میں اہم فیصلے متوقع ہیں اپوزیشن جماعتوں نے حکومت پر تنقید کی ہے اور عوامی مسائل کے حل کا مطالبہ کیا ہے بجلی کے نرخوں میں اضافے کے خلاف احتجاج جاری ہے [739,26,854,249]
continuation-header [863,1876,970,1892]
continuation-header [249,1495,364,1511]
masthead-urdu: روزنامہ امت حیدرآباد منگل ۲۳ جولائی ۲۰۲۴ء [749,3,956,17]
continuation-title: چترال [254,1002,277,1013]
continuation-header [373,31,486,47]
news-text: اسرائیلی فوج کی بمباری سے مزید شہری شہید ہوگئے جبکہ درجنوں زخمی ہیں غزہ کی وزارت صحت کے مطابق حملوں میں خواتین اور بچے بھی شامل ہیں عالمی برادری سے فوری جنگ بندی کا مطالبہ کیا گیا ہے شہر کے مختلف علاقوں میں امدادی کارروائیاں جاری ہیں اور ہسپتالوں میں ادویات کی شدید قلت ہے حکام نے بتایا کہ متاثرین کی تعداد میں اضافے کا خدشہ ہے وفاقی حکومت نے اجلاس طلب کرلیا ہے جس میں اہم فیصلے متوقع ہیں اپوزیشن جماعتوں نے حکومت پر تنقید کی ہے اور عوامی مسائل کے حل کا مطالبہ کیا ہے بجلی کے نرخوں میں اضافے کے خلاف احتجاج جاری ہے [739,1146,854,1370]
continuation-number: 18 [587,1744,607,1758]
continuation-header [617,951,730,967]
news-text: اسرائیلی فوج کی بمباری سے مزید شہری شہید ہوگئے جبکہ درجنوں زخمی ہیں غزہ کی وزارت صحت کے مطابق حملوں میں خواتین اور بچے بھی شامل ہیں عالمی برادری سے فوری جنگ بندی کا مطالبہ کیا گیا ہے شہر کے مختلف علاقوں میں امدادی کارروائیاں جاری ہیں اور ہسپتالوں میں ادویات کی شدید قلت ہے حکام نے بتایا کہ متاثرین کی تعداد میں اضافے کا خدشہ ہے وفاقی حکومت نے اجلاس طلب کرلیا ہے جس میں اہم فیصلے متوقع ہیں اپوزیشن جماعتوں نے حکومت پر تنقید کی ہے اور عوامی مسائل کے حل کا مطالبہ کیا ہے بجلی کے نرخوں میں اضافے کے خلاف احتجاج جاری ہے [739,474,854,697]
continuation-number: 3 [954,1066,969,1080]
continuation-header [495,751,608,767]
continuation-header [373,751,486,767]
continuation-number: 11 [709,1696,729,1710]
court-notices-column-2 [124,26,242,2142]
continuation-title: سیاسی [378,754,407,765]
news-text: اسرائیلی فوج کی بمباری سے مزید شہری شہید ہوگئے جبکہ درجنوں زخمی ہیں غزہ کی وزارت صحت کے مطابق حملوں میں خواتین اور بچے بھی شامل ہیں عالمی برادری سے فوری جنگ بندی کا مطالبہ کیا گیا ہے شہر کے مختلف علاقوں میں امدادی کارروائیاں جاری ہیں اور ہسپتالوں میں ادویات کی شدید قلت ہے حکام نے بتایا کہ متاثرین کی تعداد میں اضافے کا خدشہ ہے وفاقی حکومت نے اجلاس طلب کرلیا ہے جس میں اہم فیصلے متوقع ہیں اپوزیشن جماعتوں نے حکومت پر تنقید کی ہے اور عوامی مسائل کے حل کا مطالبہ کیا ہے بجلی کے نرخوں میں اضافے کے خلاف احتجاج جاری ہے [617,1466,730,1690]
court-notice-text: بعدالت سینئر سول جج کراچی سینٹرل مقدمہ نمبر 2024 بنام سرکار بذریعہ سیکریٹری حکومت سندھ و دیگر ہرگاہ کہ مندرجہ بالا مقدمہ میں آپ کو عدالت ہذا میں حاضر ہونے کا حکم دیا جاتا ہے کہ آپ بتاریخ 8:30 بجے صبح بذات خود یا بذریعہ وکیل حاضر ہو کر جواب دعویٰ داخل کریں بصورت دیگر مقدمہ یکطرفہ سماعت کیا جائے گا آج بتاریخ 22-07-2024 کو میرے دستخط اور مہر عدالت سے جاری کیا گیا [5,1147,118,1315]
newspaper-columns [4,26,970,2141]
continuation-title: فیصلہ [500,258,524,269]
news-text: اسرائیلی فوج کی بمباری سے مزید شہری شہید ہوگئے جبکہ درجنوں زخمی ہیں غزہ کی وزارت صحت کے مطابق حملوں میں خواتین اور بچے بھی شامل ہیں عالمی برادری سے فوری جنگ بندی کا مطالبہ کیا گیا ہے شہر کے مختلف علاقوں میں امدادی کارروائیاں جاری ہیں اور ہسپتالوں میں ادویات کی شدید قلت ہے حکام نے بتایا کہ متاثرین کی تعداد میں اضافے کا خدشہ ہے وفاقی حکومت نے اجلاس طلب کرلیا ہے جس میں اہم فیصلے متوقع ہیں اپوزیشن جماعتوں نے حکومت پر تنقید کی ہے اور عوامی مسائل کے حل کا مطالبہ کیا ہے بجلی کے نرخوں میں اضافے کے خلاف احتجاج جاری ہے [249,770,364,994]
continuation-title: سپریم [500,1498,524,1509]
continuation-number: 9 [714,1200,729,1214]
continuation-header [373,1247,486,1263]
tag: Best-22 [127,881,156,891]
continuation-title: روف گرفتار [622,482,667,493]
continuation-header [249,1247,364,1263]
continuation-number: 22 [465,1000,485,1014]
news-text: اسرائیلی فوج کی بمباری سے مزید شہری شہید ہوگئے جبکہ درجنوں زخمی ہیں غزہ کی وزارت صحت کے مطابق حملوں میں خواتین اور بچے بھی شامل ہیں عالمی برادری سے فوری جنگ بندی کا مطالبہ کیا گیا ہے شہر کے مختلف علاقوں میں امدادی کارروائیاں جاری ہیں اور ہسپتالوں میں ادویات کی شدید قلت ہے حکام نے بتایا کہ متاثرین کی تعداد میں اضافے کا خدشہ ہے وفاقی حکومت نے اجلاس طلب کرلیا ہے جس میں اہم فیصلے متوقع ہیں اپوزیشن جماعتوں نے حکومت پر تنقید کی ہے اور عوامی مسائل کے حل کا مطالبہ کیا ہے بجلی کے نرخوں میں اضافے کے خلاف احتجاج جاری ہے [863,1624,970,1871]
continuation-title: لوڈشیڈنگ [622,1698,659,1709]
news-text: اسرائیلی فوج کی بمباری سے مزید شہری شہید ہوگئے جبکہ درجنوں زخمی ہیں غزہ کی وزارت صحت کے مطابق حملوں میں خواتین اور بچے بھی شامل ہیں عالمی برادری سے فوری جنگ بندی کا مطالبہ کیا گیا ہے شہر کے مختلف علاقوں میں امدادی کارروائیاں جاری ہیں اور ہسپتالوں میں ادویات کی شدید قلت ہے حکام نے بتایا کہ متاثرین کی تعداد میں اضافے کا خدشہ ہے وفاقی حکومت نے اجلاس طلب کرلیا ہے جس میں اہم فیصلے متوقع ہیں اپوزیشن جماعتوں نے حکومت پر تنقید کی ہے اور عوامی مسائل کے حل کا مطالبہ کیا ہے بجلی کے نرخوں میں اضافے کے خلاف احتجاج جاری ہے [495,1018,608,1242]
tag: Best-10 [127,541,156,551]
continuation-title: معاہدہ [254,1746,282,1757]
court-notice-text: بعدالت سینئر سول جج کراچی سینٹرل مقدمہ نمبر 2024 بنام سرکار بذریعہ سیکریٹری حکومت سندھ و دیگر ہرگاہ کہ مندرجہ بالا مقدمہ میں آپ کو عدالت ہذا میں حاضر ہونے کا حکم دیا جاتا ہے کہ آپ بتاریخ 8:30 بجے صبح بذات خود یا بذریعہ وکیل حاضر ہو کر جواب دعویٰ داخل کریں بصورت دیگر مقدمہ یکطرفہ سماعت کیا جائے گا آج بتاریخ 22-07-2024 کو میرے دستخط اور مہر عدالت سے جاری کیا گیا [5,966,118,1134]
continuation-number: 14 [587,752,607,766]
continuation-title: علم مارکیٹ [622,1450,667,1461]
news-text: اسرائیلی فوج کی بمباری سے مزید شہری شہید ہوگئے جبکہ درجنوں زخمی ہیں غزہ کی وزارت صحت کے مطابق حملوں میں خواتین اور بچے بھی شامل ہیں عالمی برادری سے فوری جنگ بندی کا مطالبہ کیا گیا ہے شہر کے مختلف علاقوں میں امدادی کارروائیاں جاری ہیں اور ہسپتالوں میں ادویات کی شدید قلت ہے حکام نے بتایا کہ متاثرین کی تعداد میں اضافے کا خدشہ ہے وفاقی حکومت نے اجلاس طلب کرلیا ہے جس میں اہم فیصلے متوقع ہیں اپوزیشن جماعتوں نے حکومت پر تنقید کی ہے اور عوامی مسائل کے حل کا مطالبہ کیا ہے بجلی کے نرخوں میں اضافے کے خلاف احتجاج جاری ہے [495,274,608,497]
news-text: اسرائیلی فوج کی بمباری سے مزید شہری شہید ہوگئے جبکہ درجنوں زخمی ہیں غزہ کی وزارت صحت کے مطابق حملوں میں خواتین اور بچے بھی شامل ہیں عالمی برادری سے فوری جنگ بندی کا مطالبہ کیا گیا ہے شہر کے مختلف علاقوں میں امدادی کارروائیاں جاری ہیں اور ہسپتالوں میں ادویات کی شدید قلت ہے حکام نے بتایا کہ متاثرین کی تعداد میں اضافے کا خدشہ ہے وفاقی حکومت نے اجلاس طلب کرلیا ہے جس میں اہم فیصلے متوقع ہیں اپوزیشن جماعتوں نے حکومت پر تنقید کی ہے اور عوامی مسائل کے حل کا مطالبہ کیا ہے بجلی کے نرخوں میں اضافے کے خلاف احتجاج جاری ہے [495,1514,608,1738]
continuation-title: بجلی چوری [254,506,298,517]
continuation-header [249,751,364,767]
tag: Crown-3 [6,1136,38,1146]
tag: Crown-11 [6,1860,43,1870]
continuation-header [495,255,608,271]
continuation-header [863,1335,970,1351]
continuation-title: بلوچستان [500,754,536,765]
continuation-number: 1 [954,32,969,46]
continuation-number: 29 [343,1000,363,1014]
continuation-number: 21 [465,752,485,766]
continuation-number: 4 [954,1336,969,1350]
news-text: اسرائیلی فوج کی بمباری سے مزید شہری شہید ہوگئے جبکہ درجنوں زخمی ہیں غزہ کی وزارت صحت کے مطابق حملوں میں خواتین اور بچے بھی شامل ہیں عالمی برادری سے فوری جنگ بندی کا مطالبہ کیا گیا ہے شہر کے مختلف علاقوں میں امدادی کارروائیاں جاری ہیں اور ہسپتالوں میں ادویات کی شدید قلت ہے حکام نے بتایا کہ متاثرین کی تعداد میں اضافے کا خدشہ ہے وفاقی حکومت نے اجلاس طلب کرلیا ہے جس میں اہم فیصلے متوقع ہیں اپوزیشن جماعتوں نے حکومت پر تنقید کی ہے اور عوامی مسائل کے حل کا مطالبہ کیا ہے بجلی کے نرخوں میں اضافے کے خلاف احتجاج جاری ہے [739,250,854,473]
gavel-icon: ⚖ [94,37,106,51]
